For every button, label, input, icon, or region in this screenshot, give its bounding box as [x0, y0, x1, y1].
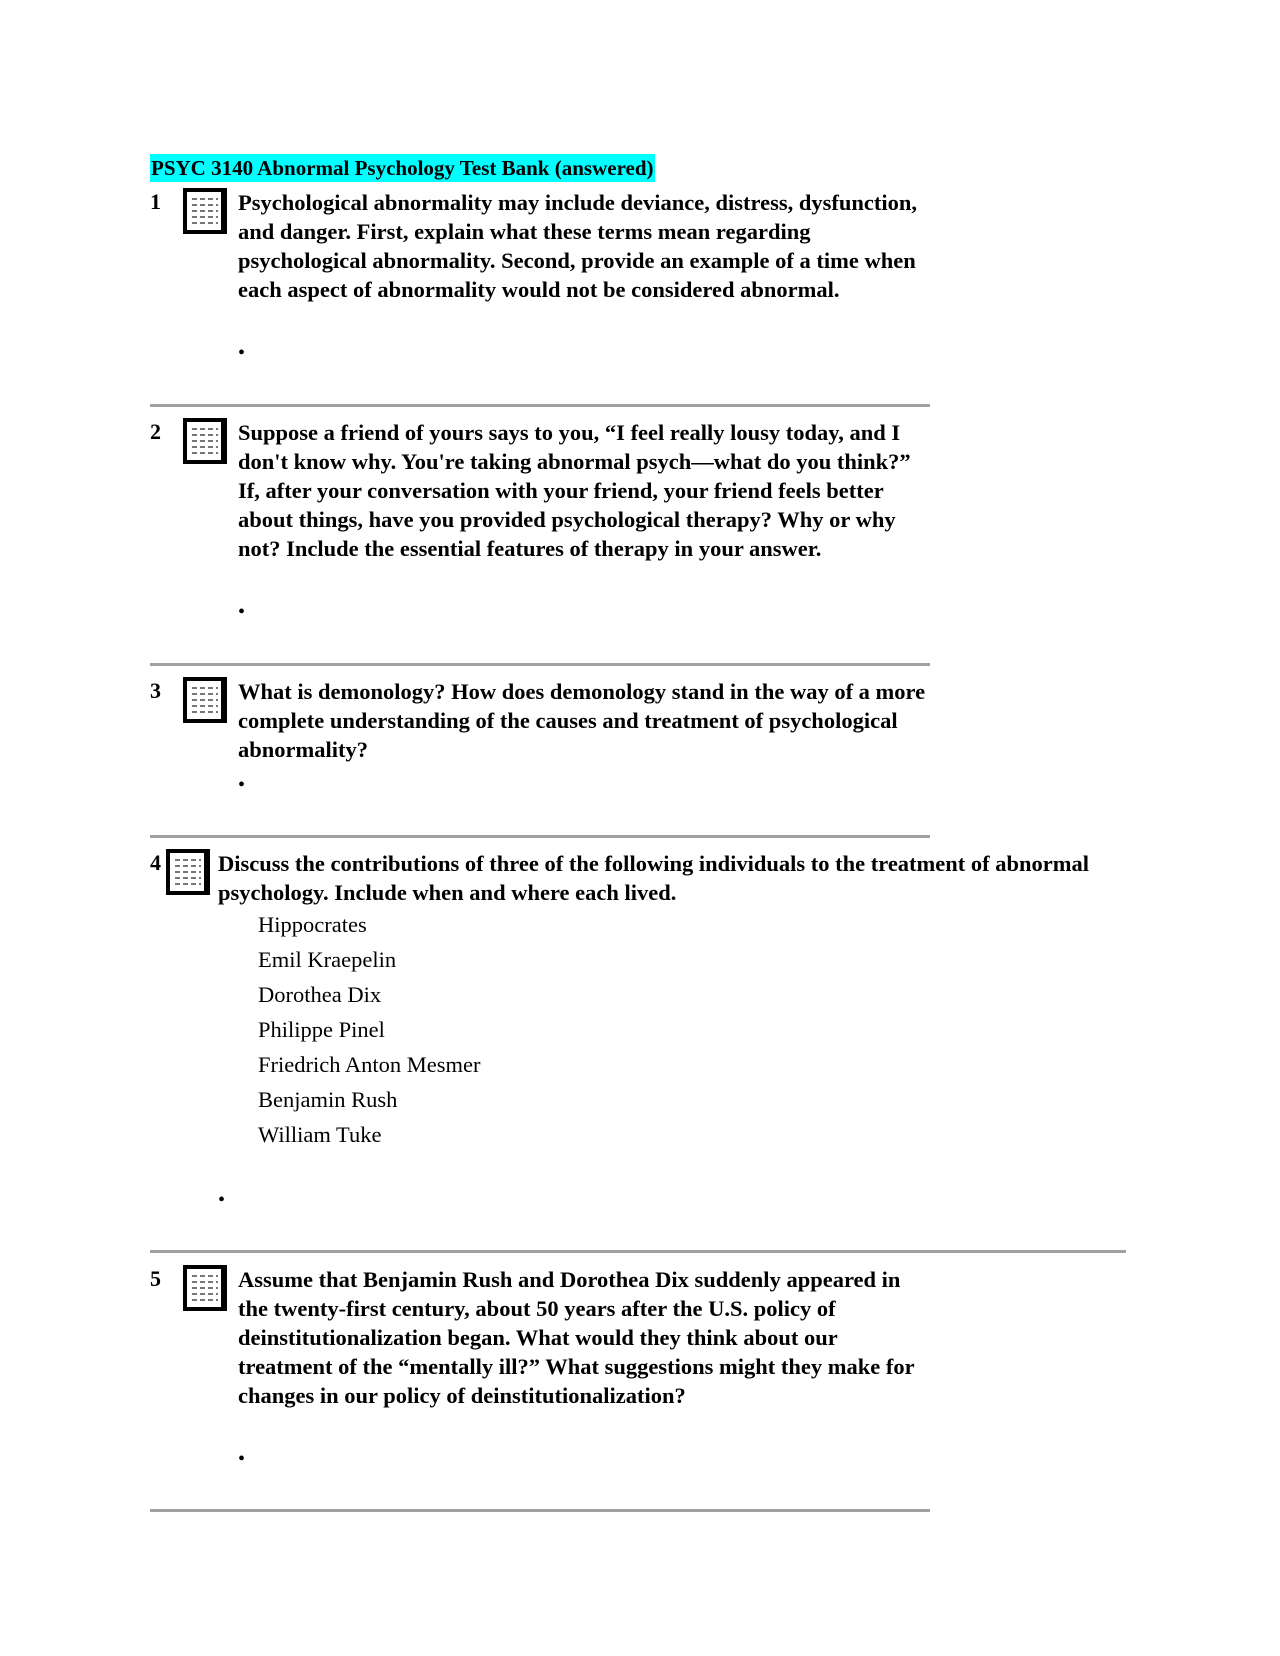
list-item: Benjamin Rush — [258, 1087, 398, 1112]
list-item: Hippocrates — [258, 912, 367, 937]
question-3-text: What is demonology? How does demonology stand in the way of a more complete understanding of the causes and treatment of psychological abnormality? — [238, 679, 926, 762]
essay-question-icon — [183, 418, 227, 464]
question-5-answer-bullet: • — [238, 1448, 246, 1470]
question-1-answer-bullet: • — [238, 342, 246, 364]
question-4-answer-bullet: • — [218, 1189, 226, 1211]
question-2-divider — [150, 663, 930, 666]
question-3-number: 3 — [150, 678, 161, 703]
document-title: PSYC 3140 Abnormal Psychology Test Bank (answered) — [151, 156, 654, 180]
question-2-answer-bullet: • — [238, 601, 246, 623]
question-2-number: 2 — [150, 419, 161, 444]
essay-question-icon — [183, 1265, 227, 1311]
question-4-number: 4 — [150, 850, 161, 875]
question-3-divider — [150, 835, 930, 838]
question-5-text: Assume that Benjamin Rush and Dorothea Dix suddenly appeared in the twenty-first century, about 50 years after the U.S. policy of deinstitutionalization began. What would they think about our treatment of the “mentally ill?” What suggestions might they make for changes in our policy of deinstitutionalization? — [238, 1267, 915, 1408]
essay-question-icon — [183, 188, 227, 234]
essay-question-icon — [183, 677, 227, 723]
question-1-divider — [150, 404, 930, 407]
list-item: Philippe Pinel — [258, 1017, 385, 1042]
individuals-list — [258, 907, 480, 1152]
question-5-number: 5 — [150, 1266, 161, 1291]
question-3-answer-bullet: • — [238, 774, 246, 796]
question-1-number: 1 — [150, 189, 161, 214]
list-item: Dorothea Dix — [258, 982, 382, 1007]
list-item: Friedrich Anton Mesmer — [258, 1052, 481, 1077]
question-2-text: Suppose a friend of yours says to you, “I feel really lousy today, and I don't know why. You're taking abnormal psych—what do you think?” If, after your conversation with your friend, your friend feels better about things, have you provided psychological therapy? Why or why not? Include the essential features of therapy in your answer. — [238, 420, 911, 561]
essay-question-icon — [166, 849, 210, 895]
list-item: William Tuke — [258, 1122, 382, 1147]
question-5-divider — [150, 1509, 930, 1512]
list-item: Emil Kraepelin — [258, 947, 397, 972]
question-4-divider — [150, 1250, 1126, 1253]
question-1-text: Psychological abnormality may include deviance, distress, dysfunction, and danger. First, explain what these terms mean regarding psychological abnormality. Second, provide an example of a time when each aspect of abnormality would not be considered abnormal. — [238, 190, 917, 302]
question-4-text: Discuss the contributions of three of the following individuals to the treatment of abnormal psychology. Include when and where each lived. — [218, 851, 1090, 905]
